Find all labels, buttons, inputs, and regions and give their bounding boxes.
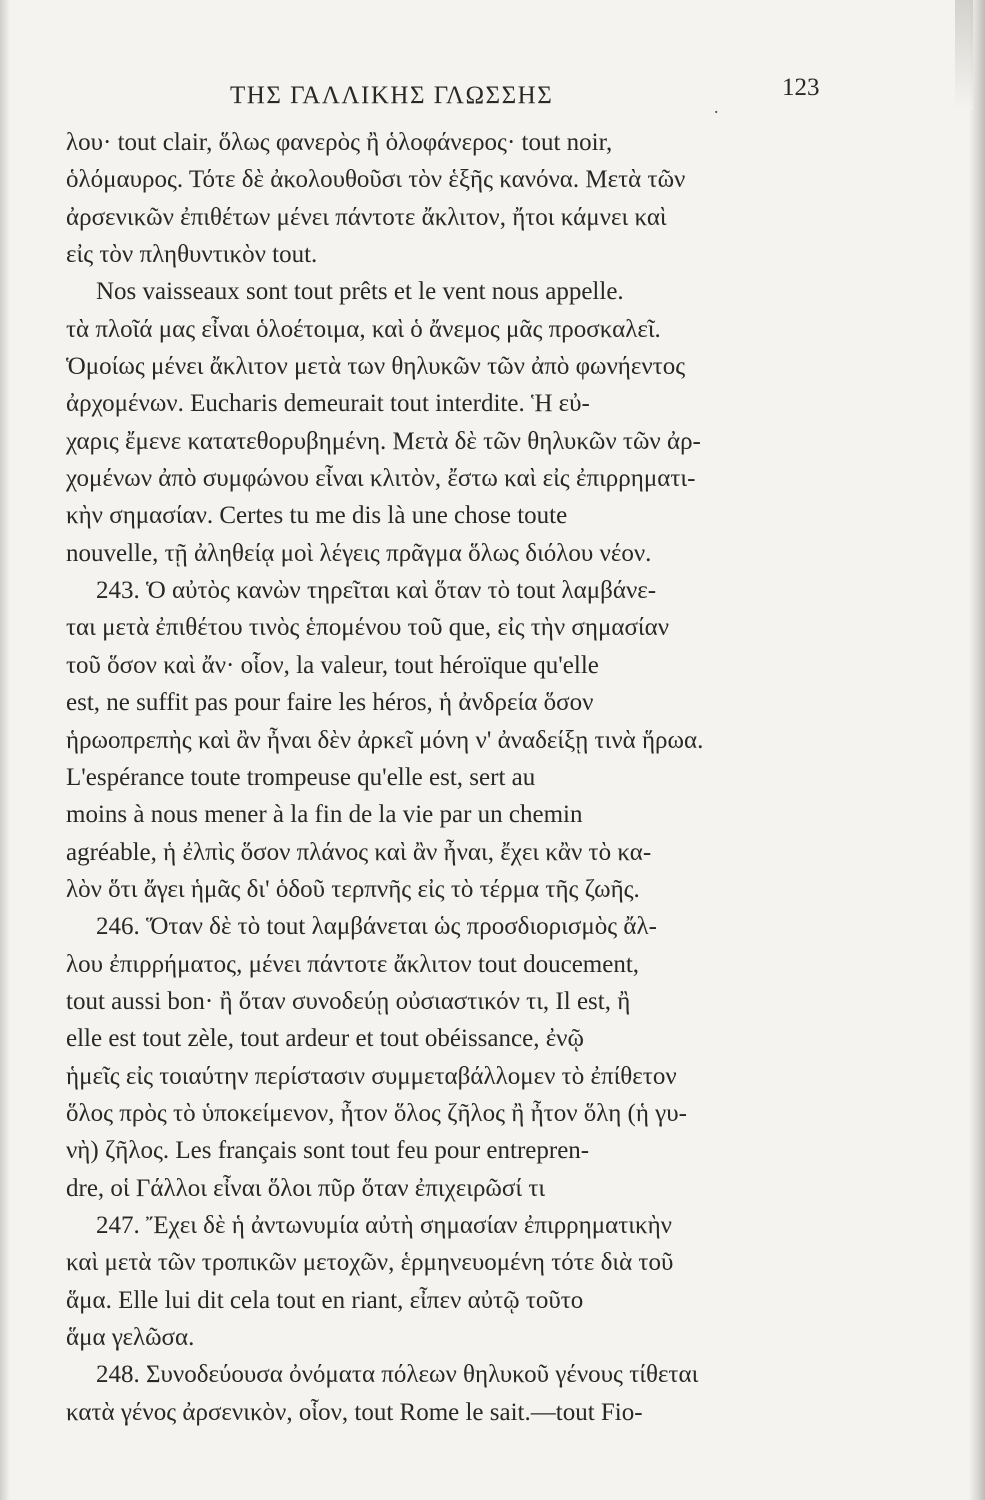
text-line: καὶ μετὰ τῶν τροπικῶν μετοχῶν, ἑρμηνευομένη τότε διὰ τοῦ — [66, 1249, 674, 1277]
text-line: κὴν σημασίαν. Certes tu me dis là une chose toute — [66, 502, 568, 530]
running-title: ΤΗΣ ΓΑΛΛΙΚΗΣ ΓΛΩΣΣΗΣ — [230, 82, 554, 109]
text-line: Ὁμοίως μένει ἄκλιτον μετὰ των θηλυκῶν τῶν ἀπὸ φωνήεντος — [66, 353, 686, 381]
text-line: L'espérance toute trompeuse qu'elle est, sert au — [66, 763, 536, 791]
text-line: ἅμα. Elle lui dit cela tout en riant, εἶπεν αὐτῷ τοῦτο — [66, 1286, 584, 1314]
paragraph-start-line: 243. Ὁ αὐτὸς κανὼν τηρεῖται καὶ ὅταν τὸ tout λαμβάνε- — [96, 577, 657, 605]
page-left-shadow — [0, 0, 10, 1500]
text-line: κατὰ γένος ἀρσενικὸν, οἷον, tout Rome le sait.—tout Fio- — [66, 1398, 643, 1426]
text-line: dre, οἱ Γάλλοι εἶναι ὅλοι πῦρ ὅταν ἐπιχειρῶσί τι — [66, 1174, 546, 1202]
page-right-edge — [969, 0, 985, 1500]
text-line: νὴ) ζῆλος. Les français sont tout feu pour entrepren- — [66, 1137, 590, 1165]
page-header — [40, 66, 910, 116]
paragraph-start-line: 246. Ὅταν δὲ τὸ tout λαμβάνεται ὡς προσδιορισμὸς ἄλ- — [96, 913, 657, 941]
text-line: ἀρχομένων. Eucharis demeurait tout interdite. Ἡ εὐ- — [66, 390, 590, 418]
text-line: ται μετὰ ἐπιθέτου τινὸς ἑπομένου τοῦ que, εἰς τὴν σημασίαν — [66, 614, 670, 642]
body-text — [66, 124, 856, 1431]
text-line: λὸν ὅτι ἄγει ἡμᾶς δι' ὁδοῦ τερπνῆς εἰς τὸ τέρμα τῆς ζωῆς. — [66, 875, 640, 903]
text-line: elle est tout zèle, tout ardeur et tout obéissance, ἐνῷ — [66, 1025, 584, 1053]
text-line: tout aussi bon· ἢ ὅταν συνοδεύῃ οὐσιαστικόν τι, Il est, ἢ — [66, 987, 631, 1015]
text-line: χαρις ἔμενε κατατεθορυβημένη. Μετὰ δὲ τῶν θηλυκῶν τῶν ἀρ- — [66, 427, 701, 455]
text-line: ὁλόμαυρος. Τότε δὲ ἀκολουθοῦσι τὸν ἑξῆς κανόνα. Μετὰ τῶν — [66, 166, 686, 194]
page-number: 123 — [782, 74, 820, 101]
text-line: τοῦ ὅσον καὶ ἄν· οἷον, la valeur, tout héroïque qu'elle — [66, 651, 599, 679]
text-line: χομένων ἀπὸ συμφώνου εἶναι κλιτὸν, ἔστω καὶ εἰς ἐπιρρηματι- — [66, 465, 696, 493]
text-line: λου· tout clair, ὅλως φανερὸς ἢ ὁλοφάνερος· tout noir, — [66, 129, 613, 156]
text-line: Nos vaisseaux sont tout prêts et le vent nous appelle. — [96, 278, 624, 306]
text-line: λου ἐπιρρήματος, μένει πάντοτε ἄκλιτον tout doucement, — [66, 950, 640, 978]
header-dot: . — [714, 97, 719, 117]
text-line: τὰ πλοῖά μας εἶναι ὁλοέτοιμα, καὶ ὁ ἄνεμος μᾶς προσκαλεῖ. — [66, 315, 661, 343]
text-line: ἀρσενικῶν ἐπιθέτων μένει πάντοτε ἄκλιτον, ἤτοι κάμνει καὶ — [66, 203, 667, 231]
text-line: agréable, ἡ ἐλπὶς ὅσον πλάνος καὶ ἂν ἦναι, ἔχει κἂν τὸ κα- — [66, 838, 652, 866]
text-line: ἅμα γελῶσα. — [66, 1324, 195, 1351]
page-top-fold — [955, 0, 973, 110]
text-line: εἰς τὸν πληθυντικὸν tout. — [66, 241, 318, 269]
text-line: est, ne suffit pas pour faire les héros, ἡ ἀνδρεία ὅσον — [66, 689, 594, 717]
text-line: nouvelle, τῇ ἀληθείᾳ μοὶ λέγεις πρᾶγμα ὅλως διόλου νέον. — [66, 539, 652, 567]
paragraph-start-line: 248. Συνοδεύουσα ὀνόματα πόλεων θηλυκοῦ γένους τίθεται — [96, 1361, 699, 1389]
paragraph-start-line: 247. Ἔχει δὲ ἡ ἀντωνυμία αὐτὴ σημασίαν ἐπιρρηματικὴν — [96, 1211, 672, 1239]
text-line: ὅλος πρὸς τὸ ὑποκείμενον, ἦτον ὅλος ζῆλος ἢ ἦτον ὅλη (ἡ γυ- — [66, 1099, 687, 1127]
text-line: moins à nous mener à la fin de la vie par un chemin — [66, 801, 583, 829]
text-line: ἡμεῖς εἰς τοιαύτην περίστασιν συμμεταβάλλομεν τὸ ἐπίθετον — [66, 1062, 677, 1090]
text-line: ἡρωοπρεπὴς καὶ ἂν ἦναι δὲν ἀρκεῖ μόνη ν' ἀναδείξῃ τινὰ ἥρωα. — [66, 726, 704, 754]
